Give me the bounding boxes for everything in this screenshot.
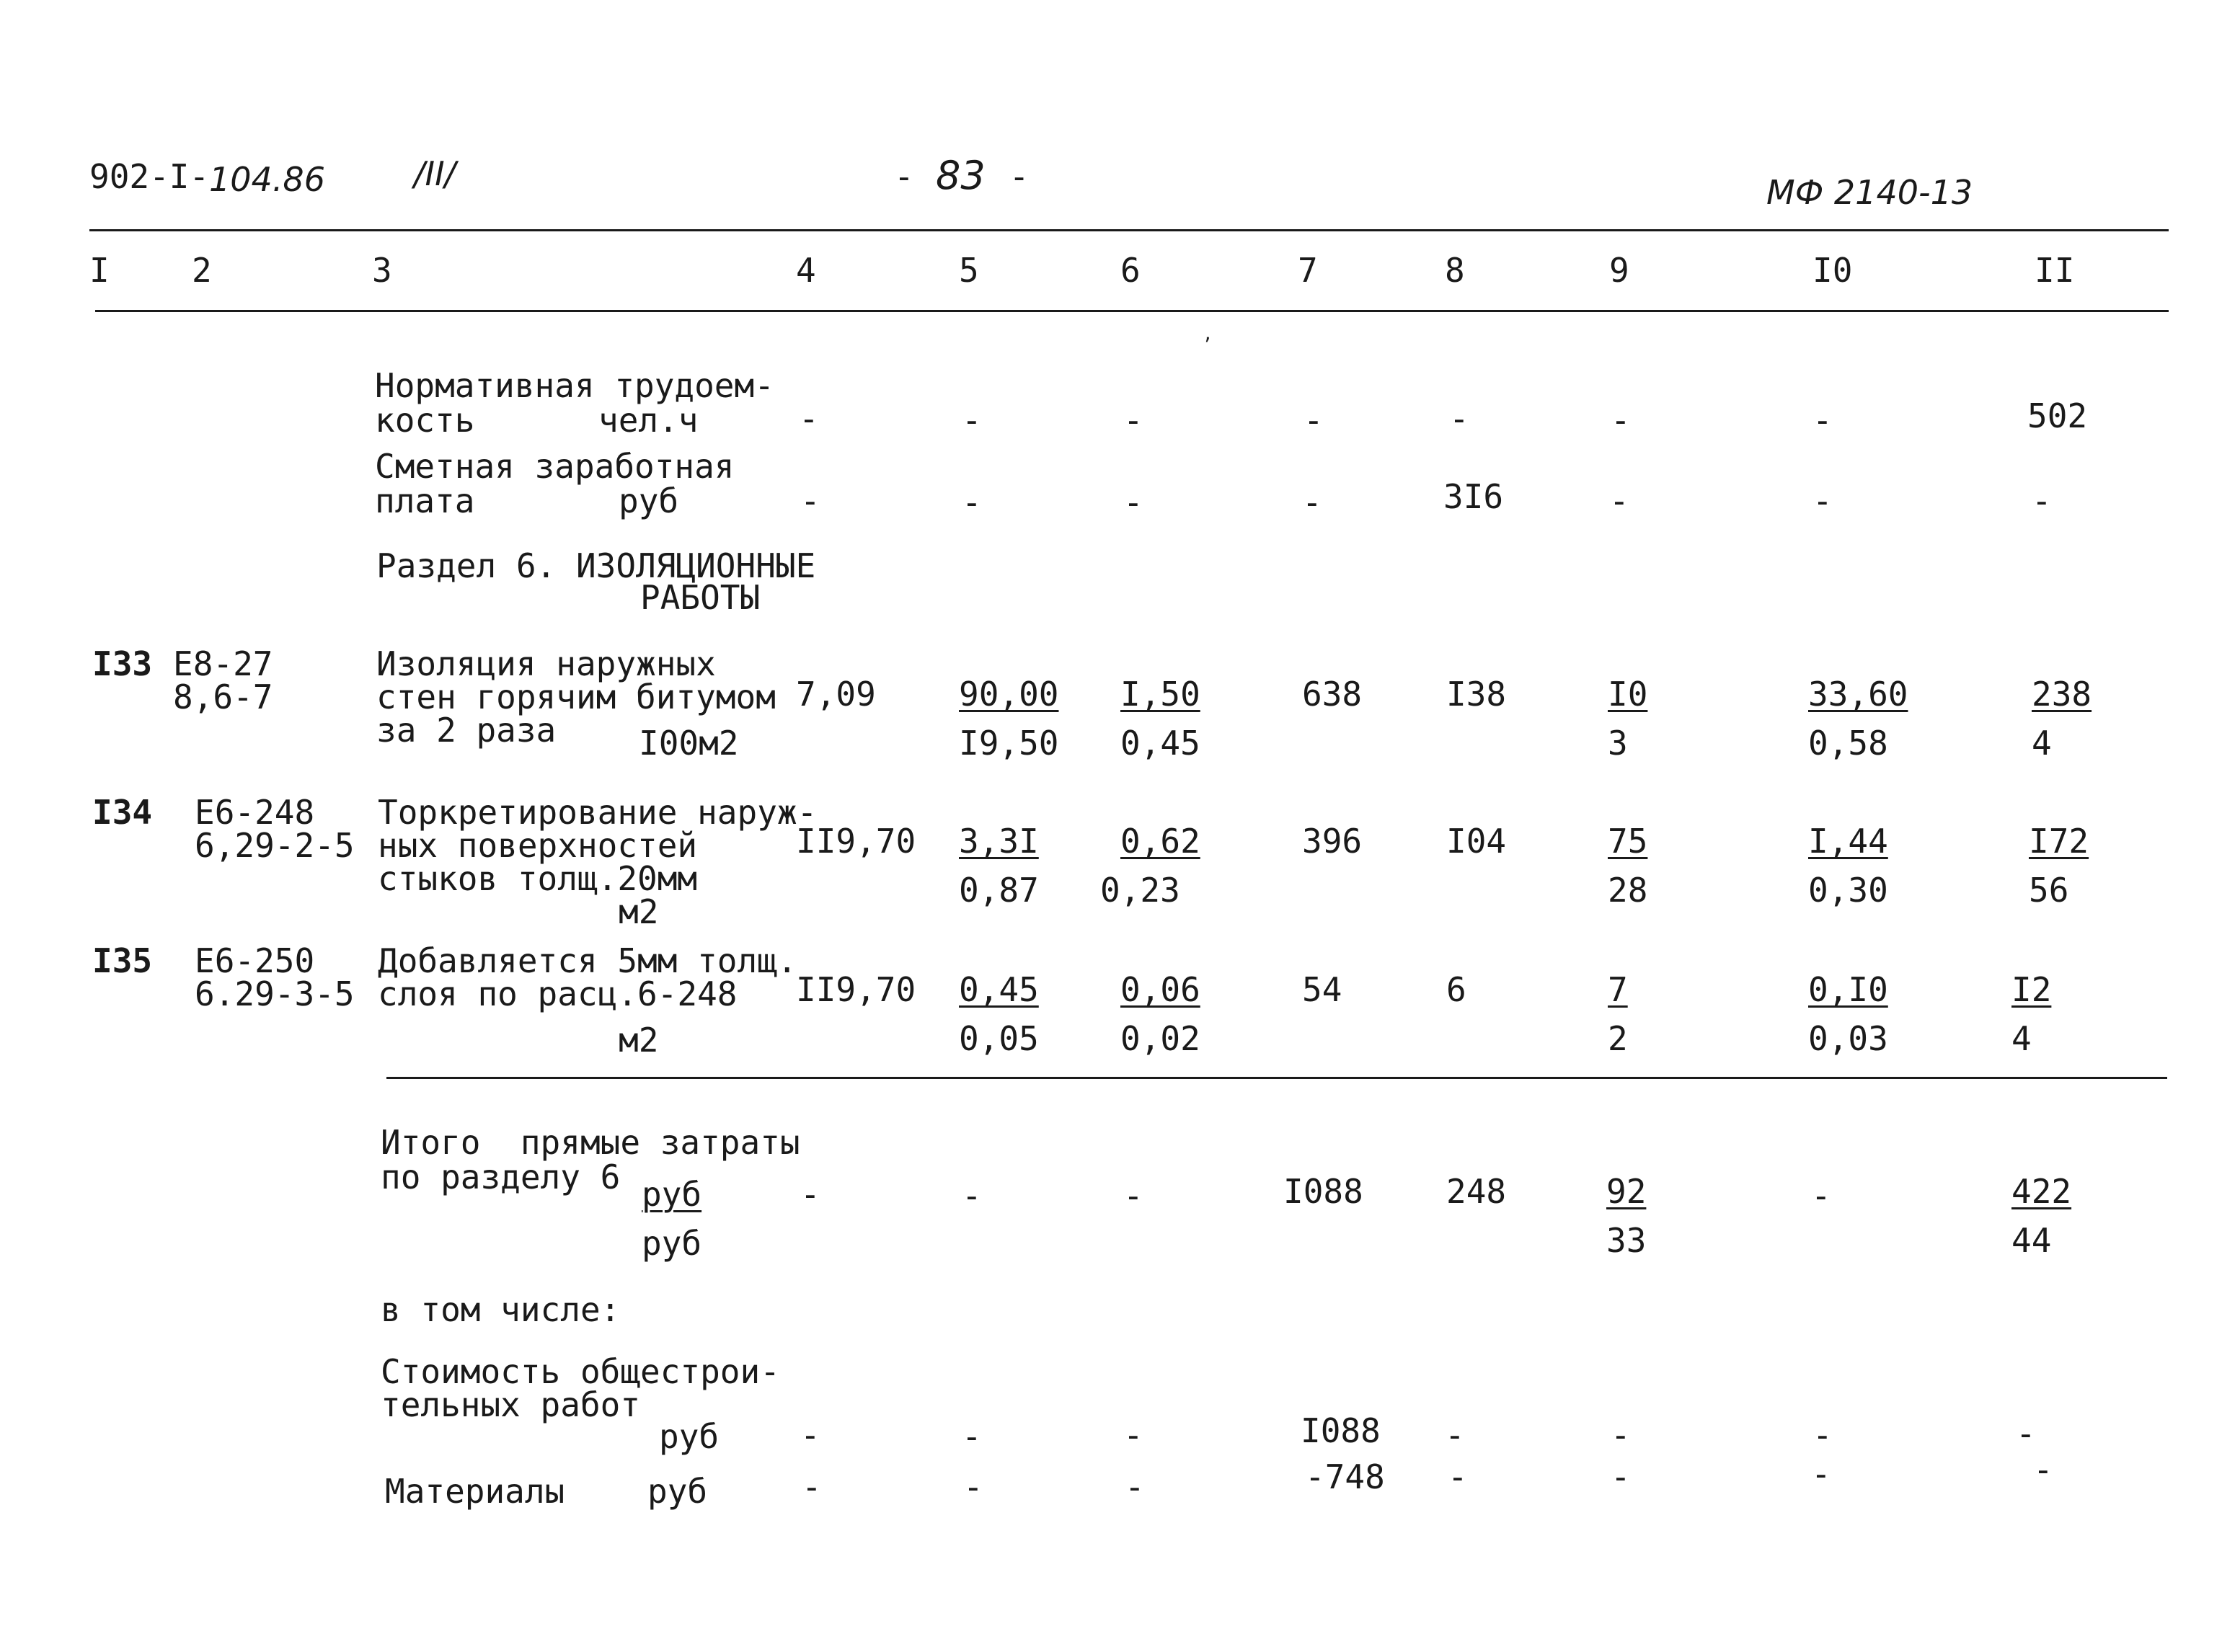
materials-c8: - xyxy=(1448,1457,1468,1496)
section-heading-line2: РАБОТЫ xyxy=(640,578,761,617)
general-c4: - xyxy=(800,1416,820,1455)
section-heading-line1: Раздел 6. ИЗОЛЯЦИОННЫЕ xyxy=(376,546,816,585)
col-2: 2 xyxy=(192,251,212,290)
total-c11-bottom: 44 xyxy=(2011,1221,2052,1260)
row-135-c5-bottom: 0,05 xyxy=(959,1019,1039,1058)
row-135-code: Е6-250 xyxy=(195,941,315,980)
col-6: 6 xyxy=(1120,251,1141,290)
total-c7: I088 xyxy=(1283,1172,1363,1211)
row-135-c11-bottom: 4 xyxy=(2011,1019,2032,1058)
row-133-desc1: Изоляция наружных xyxy=(376,644,716,683)
labor-c11: 502 xyxy=(2027,396,2088,435)
wage-c7: - xyxy=(1302,483,1322,522)
page-number: 83 xyxy=(936,153,986,198)
row-133-c6-top: I,50 xyxy=(1120,675,1200,714)
materials-c5: - xyxy=(963,1467,983,1506)
row-135-c6-bottom: 0,02 xyxy=(1120,1019,1200,1058)
doc-code-handwritten: 104.86 xyxy=(209,160,325,199)
row-133-c10-bottom: 0,58 xyxy=(1808,724,1888,763)
row-134-number: I34 xyxy=(92,793,153,832)
header-bottom-rule xyxy=(95,310,2169,312)
wage-c9: - xyxy=(1609,481,1629,520)
general-c11: - xyxy=(2016,1414,2036,1453)
general-c9: - xyxy=(1611,1416,1631,1455)
general-label-line2: тельных работ xyxy=(381,1385,641,1424)
row-133-c10-top: 33,60 xyxy=(1808,675,1908,714)
row-134-desc3: стыков толщ.20мм xyxy=(378,859,698,898)
materials-c6: - xyxy=(1125,1467,1145,1506)
row-133-c11-top: 238 xyxy=(2032,675,2092,714)
row-133-c11-bottom: 4 xyxy=(2032,724,2052,763)
wage-unit: руб xyxy=(619,481,679,520)
row-134-c10-bottom: 0,30 xyxy=(1808,871,1888,910)
labor-c8: - xyxy=(1449,399,1469,438)
table-top-rule xyxy=(89,229,2169,231)
wage-c11: - xyxy=(2032,481,2052,520)
total-c10: - xyxy=(1811,1176,1831,1215)
col-8: 8 xyxy=(1445,251,1465,290)
col-11: II xyxy=(2035,251,2075,290)
row-134-code2: 6,29-2-5 xyxy=(195,826,355,865)
row-134-c6-top: 0,62 xyxy=(1120,822,1200,861)
album-number: МФ 2140-13 xyxy=(1766,173,1973,212)
row-134-c9-bottom: 28 xyxy=(1608,871,1648,910)
row-135-c7: 54 xyxy=(1302,970,1342,1009)
col-9: 9 xyxy=(1609,251,1629,290)
col-4: 4 xyxy=(796,251,816,290)
labor-c9: - xyxy=(1611,401,1631,440)
row-133-code: Е8-27 xyxy=(173,644,273,683)
labor-label-line1: Нормативная трудоем- xyxy=(375,366,774,405)
total-c4: - xyxy=(800,1175,820,1214)
wage-label-line2: плата xyxy=(375,481,475,520)
materials-c7: -748 xyxy=(1305,1457,1385,1496)
total-unit-top: руб xyxy=(642,1175,702,1214)
row-135-number: I35 xyxy=(92,941,153,980)
wage-c8: 3I6 xyxy=(1443,477,1504,516)
total-unit-bottom: руб xyxy=(642,1224,702,1263)
col-10: I0 xyxy=(1812,251,1853,290)
total-c6: - xyxy=(1123,1176,1143,1215)
col-3: 3 xyxy=(372,251,392,290)
row-133-c9-bottom: 3 xyxy=(1608,724,1628,763)
total-label-line2: по разделу 6 xyxy=(381,1158,621,1196)
row-134-unit: м2 xyxy=(619,892,659,931)
labor-c5: - xyxy=(962,401,982,440)
row-134-desc2: ных поверхностей xyxy=(378,826,698,865)
including-label: в том числе: xyxy=(381,1290,621,1329)
row-135-c10-bottom: 0,03 xyxy=(1808,1019,1888,1058)
row-133-c4: 7,09 xyxy=(796,675,876,714)
wage-c6: - xyxy=(1123,483,1143,522)
general-c7: I088 xyxy=(1301,1411,1381,1450)
labor-c4: - xyxy=(799,399,819,438)
general-c8: - xyxy=(1445,1416,1465,1455)
row-133-number: I33 xyxy=(92,644,153,683)
col-5: 5 xyxy=(959,251,979,290)
materials-label: Материалы xyxy=(385,1472,565,1511)
row-133-c5-bottom: I9,50 xyxy=(959,724,1059,763)
stray-mark: , xyxy=(1203,324,1213,344)
labor-c6: - xyxy=(1123,401,1143,440)
total-label-line1: Итого прямые затраты xyxy=(381,1123,800,1162)
row-133-c5-top: 90,00 xyxy=(959,675,1059,714)
row-134-c11-bottom: 56 xyxy=(2029,871,2069,910)
row-134-c5-bottom: 0,87 xyxy=(959,871,1039,910)
total-c9-bottom: 33 xyxy=(1606,1221,1647,1260)
row-133-desc2: стен горячим битумом xyxy=(376,678,776,716)
row-135-c11-top: I2 xyxy=(2011,970,2052,1009)
total-c8: 248 xyxy=(1446,1172,1507,1211)
general-unit: руб xyxy=(659,1417,720,1456)
materials-unit: руб xyxy=(647,1472,708,1511)
row-134-c10-top: I,44 xyxy=(1808,822,1888,861)
row-133-unit: I00м2 xyxy=(639,724,739,763)
total-c11-top: 422 xyxy=(2011,1172,2072,1211)
general-label-line1: Стоимость общестрои- xyxy=(381,1352,780,1391)
general-c5: - xyxy=(962,1417,982,1456)
row-134-c11-top: I72 xyxy=(2029,822,2089,861)
row-134-c5-top: 3,3I xyxy=(959,822,1039,861)
labor-unit: чел.ч xyxy=(598,401,699,440)
row-135-c5-top: 0,45 xyxy=(959,970,1039,1009)
materials-c4: - xyxy=(802,1467,822,1506)
page-suffix: - xyxy=(989,157,1030,196)
doc-series: /II/ xyxy=(414,154,456,193)
page-prefix: - xyxy=(894,157,934,196)
row-135-desc2: слоя по расц.6-248 xyxy=(378,974,738,1013)
row-133-c8: I38 xyxy=(1446,675,1507,714)
row-135-c10-top: 0,I0 xyxy=(1808,970,1888,1009)
col-1: I xyxy=(89,251,110,290)
section-total-rule xyxy=(386,1077,2167,1079)
row-135-desc1: Добавляется 5мм толщ. xyxy=(378,941,797,980)
row-134-c8: I04 xyxy=(1446,822,1507,861)
total-c9-top: 92 xyxy=(1606,1172,1647,1211)
wage-label-line1: Сметная заработная xyxy=(375,447,735,486)
row-135-c6-top: 0,06 xyxy=(1120,970,1200,1009)
row-135-unit: м2 xyxy=(619,1021,659,1060)
wage-c4: - xyxy=(800,481,820,520)
row-133-c9-top: I0 xyxy=(1608,675,1648,714)
col-7: 7 xyxy=(1298,251,1318,290)
row-133-c7: 638 xyxy=(1302,675,1363,714)
row-135-c9-bottom: 2 xyxy=(1608,1019,1628,1058)
general-c10: - xyxy=(1812,1416,1833,1455)
row-134-c7: 396 xyxy=(1302,822,1363,861)
row-134-desc1: Торкретирование наруж- xyxy=(378,793,818,832)
row-135-code2: 6.29-3-5 xyxy=(195,974,355,1013)
row-133-code2: 8,6-7 xyxy=(173,678,273,716)
wage-c10: - xyxy=(1812,481,1833,520)
row-135-c4: II9,70 xyxy=(796,970,916,1009)
general-c6: - xyxy=(1123,1416,1143,1455)
row-134-c4: II9,70 xyxy=(796,822,916,861)
row-134-c6-bottom: 0,23 xyxy=(1100,871,1180,910)
labor-c10: - xyxy=(1812,401,1833,440)
row-133-c6-bottom: 0,45 xyxy=(1120,724,1200,763)
wage-c5: - xyxy=(962,483,982,522)
materials-c11: - xyxy=(2033,1450,2053,1489)
total-c5: - xyxy=(962,1176,982,1215)
doc-code: 902-I- xyxy=(89,157,210,196)
row-135-c8: 6 xyxy=(1446,970,1466,1009)
labor-label-line2: кость xyxy=(375,401,475,440)
row-133-desc3: за 2 раза xyxy=(376,711,557,750)
labor-c7: - xyxy=(1303,401,1324,440)
row-135-c9-top: 7 xyxy=(1608,970,1628,1009)
row-134-code: Е6-248 xyxy=(195,793,315,832)
row-134-c9-top: 75 xyxy=(1608,822,1648,861)
materials-c9: - xyxy=(1611,1457,1631,1496)
materials-c10: - xyxy=(1811,1455,1831,1493)
